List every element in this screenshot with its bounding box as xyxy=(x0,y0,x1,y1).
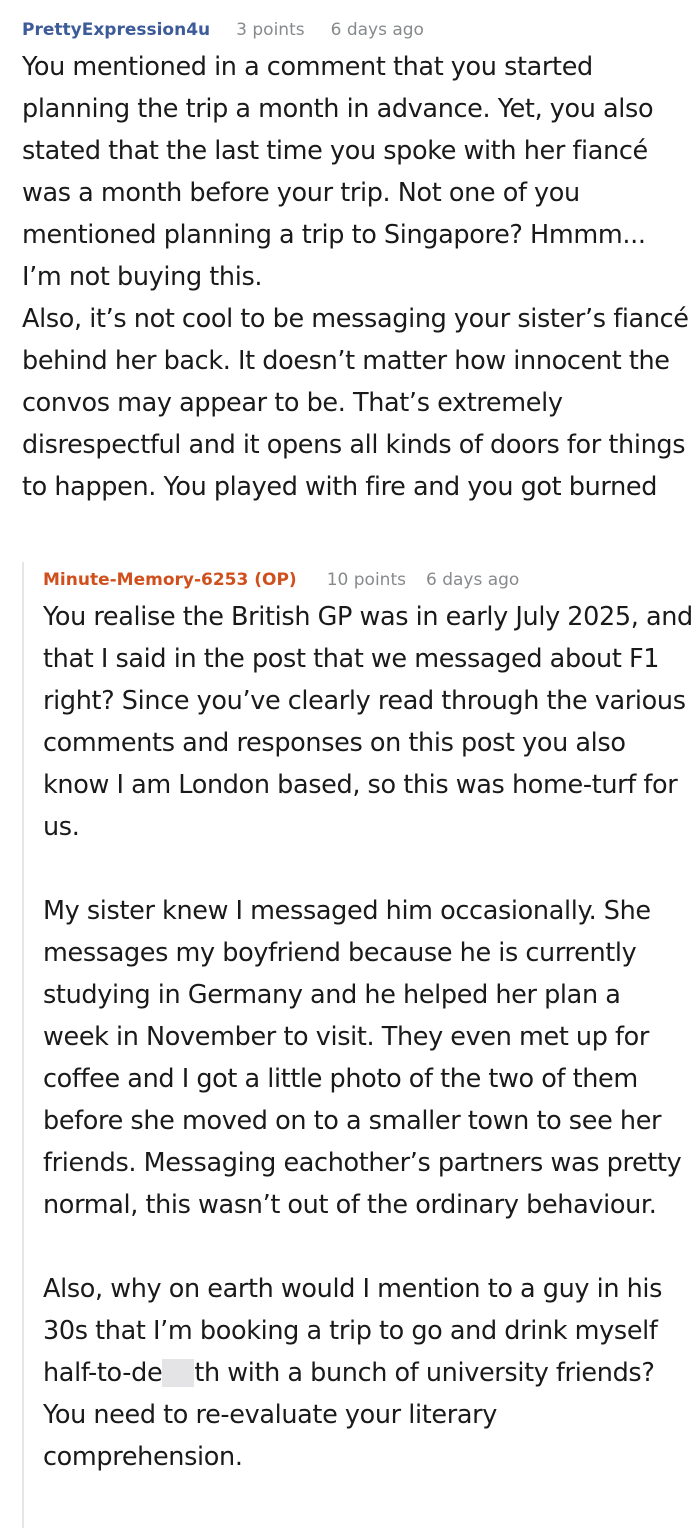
reply-text-before-redaction: Also, why on earth would I mention to a guy in his 30s that I’m booking a trip to go and drink myself half-to-de xyxy=(43,1274,663,1388)
comment-paragraph: Also, it’s not cool to be messaging your sister’s fiancé behind her back. It doesn’t matter how innocent the convos may appear to be. That’s extremely disrespectful and it opens all kinds of doors for things to happen. You played with fire and you got burned xyxy=(22,304,689,502)
reply-timestamp[interactable]: 6 days ago xyxy=(425,570,520,590)
reply-body xyxy=(43,596,693,1478)
comment-meta xyxy=(22,14,692,46)
comment-body xyxy=(22,46,692,508)
comment-points: 3 points xyxy=(236,20,305,40)
reply-points: 10 points xyxy=(326,570,406,590)
comment-author-link[interactable]: PrettyExpression4u xyxy=(22,20,211,40)
reply-author-link[interactable]: Minute-Memory-6253 (OP) xyxy=(43,570,297,590)
reply-paragraph: My sister knew I messaged him occasionally. She messages my boyfriend because he is currently studying in Germany and he helped her plan a week in November to visit. They even met up for coffee and I got a little photo of the two of them before she moved on to a smaller town to see her friends. Messaging eachother’s partners was pretty normal, this wasn’t out of the ordinary behaviour. xyxy=(43,896,682,1220)
reply-thread xyxy=(22,562,694,1528)
reply-paragraph: You realise the British GP was in early July 2025, and that I said in the post that we messaged about F1 right? Since you’ve clearly read through the various comments and responses on this post you also know I am London based, so this was home-turf for us. xyxy=(43,602,693,842)
redaction-block xyxy=(162,1359,194,1387)
comment xyxy=(22,14,692,508)
comment-timestamp[interactable]: 6 days ago xyxy=(330,20,424,40)
reply-comment xyxy=(43,564,693,1478)
reply-text-after-redaction: th with a bunch of university friends? You need to re-evaluate your literary comprehension. xyxy=(43,1358,655,1472)
comment-paragraph: You mentioned in a comment that you started planning the trip a month in advance. Yet, you also stated that the last time you spoke with her fiancé was a month before your trip. Not one of you mentioned planning a trip to Singapore? Hmmm... I’m not buying this. xyxy=(22,52,654,292)
reply-paragraph xyxy=(43,1268,693,1478)
reply-meta xyxy=(43,564,693,596)
